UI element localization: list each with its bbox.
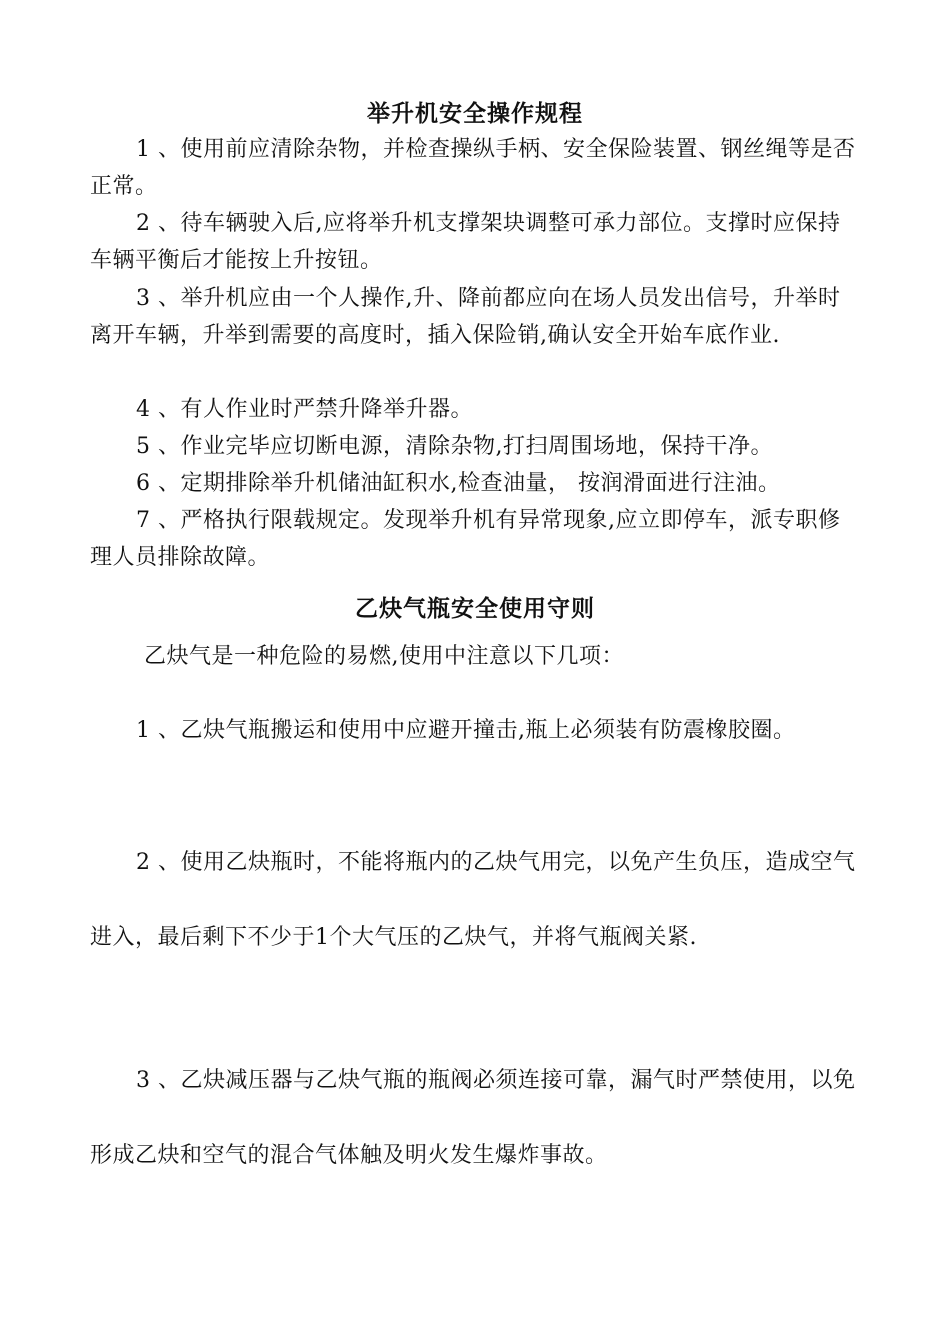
lift-rule-7: 7 、严格执行限载规定。发现举升机有异常现象,应立即停车，派专职修理人员排除故障。	[90, 508, 841, 570]
lift-rule-5: 5 、作业完毕应切断电源，清除杂物,打扫周围场地，保持干净。	[136, 434, 773, 459]
acetylene-intro: 乙炔气是一种危险的易燃,使用中注意以下几项：	[144, 644, 624, 669]
lift-rule-3: 3 、举升机应由一个人操作,升、降前都应向在场人员发出信号，升举时离开车辆，升举到需要的高度时，插入保险销,确认安全开始车底作业.	[90, 286, 841, 348]
acetylene-rule-2: 2 、使用乙炔瓶时，不能将瓶内的乙炔气用完，以免产生负压，造成空气进入，最后剩下不少于1个大气压的乙炔气，并将气瓶阀关紧.	[90, 850, 856, 950]
section-title-acetylene-safety: 乙炔气瓶安全使用守则	[355, 595, 595, 622]
acetylene-rule-3: 3 、乙炔减压器与乙炔气瓶的瓶阀必须连接可靠，漏气时严禁使用，以免形成乙炔和空气的混合气体触及明火发生爆炸事故。	[90, 1068, 856, 1168]
lift-rule-1: 1 、使用前应清除杂物，并检查操纵手柄、安全保险装置、钢丝绳等是否正常。	[90, 137, 856, 199]
section-title-lift-safety: 举升机安全操作规程	[367, 100, 583, 127]
lift-rule-6: 6 、定期排除举升机储油缸积水,检查油量， 按润滑面进行注油。	[136, 471, 781, 496]
lift-rule-4: 4 、有人作业时严禁升降举升器。	[136, 397, 473, 422]
acetylene-rule-1: 1 、乙炔气瓶搬运和使用中应避开撞击,瓶上必须装有防震橡胶圈。	[136, 718, 796, 743]
lift-rule-2: 2 、待车辆驶入后,应将举升机支撑架块调整可承力部位。支撑时应保持车辆平衡后才能按上升按钮。	[90, 211, 841, 273]
